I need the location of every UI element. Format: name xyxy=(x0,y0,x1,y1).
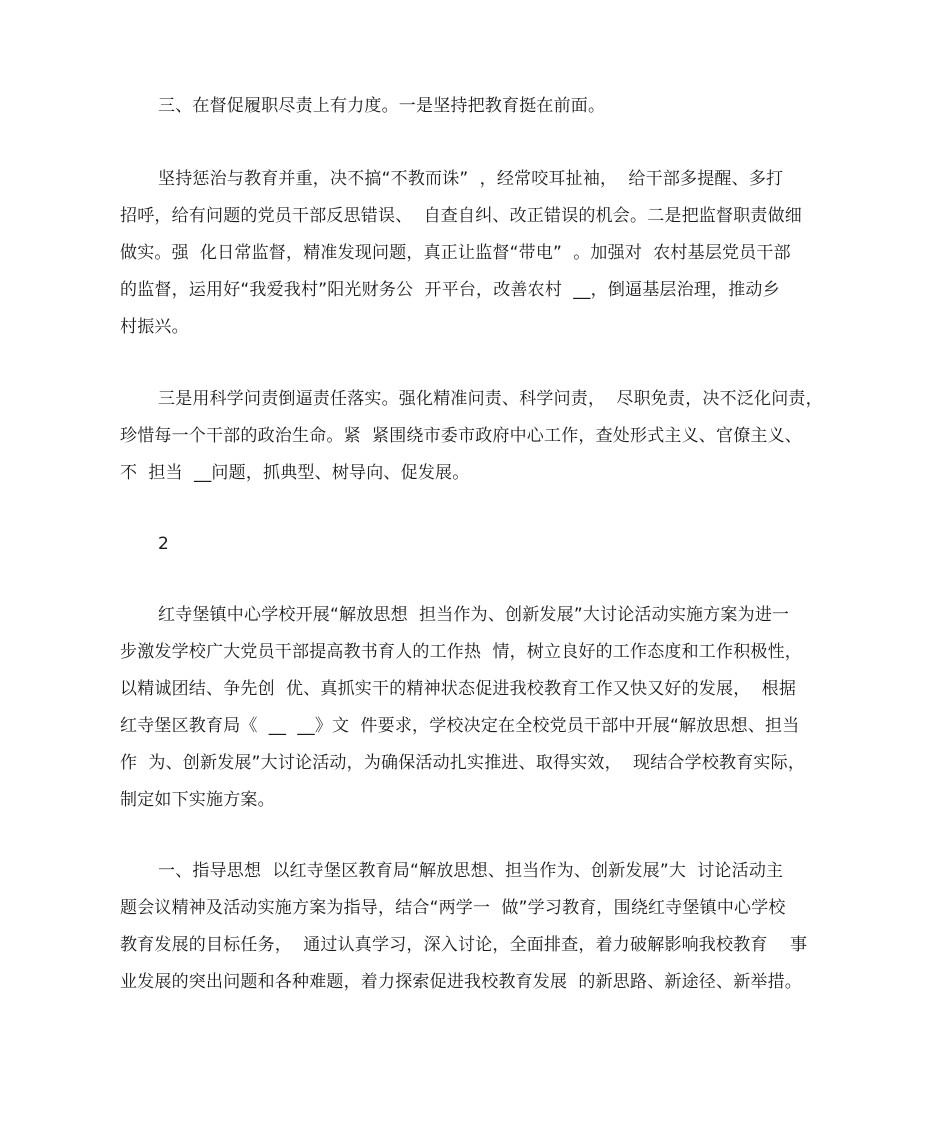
paragraph-4-line-1: 一、指导思想 以红寺堡区教育局“解放思想、担当作为、创新发展”大 讨论活动主 xyxy=(158,861,784,881)
section-heading: 三、在督促履职尽责上有力度。一是坚持把教育挺在前面。 xyxy=(158,96,606,116)
paragraph-3-line-2: 步激发学校广大党员干部提高教书育人的工作热 情，树立良好的工作态度和工作积极性， xyxy=(120,642,803,662)
paragraph-4-line-3: 教育发展的目标任务， 通过认真学习，深入讨论，全面排查，着力破解影响我校教育 事 xyxy=(120,935,808,955)
paragraph-3-line-1: 红寺堡镇中心学校开展“解放思想 担当作为、创新发展”大讨论活动实施方案为进一 xyxy=(158,605,790,625)
paragraph-4-line-4: 业发展的突出问题和各种难题，着力探索促进我校教育发展 的新思路、新途径、新举措。 xyxy=(120,972,803,992)
paragraph-1-line-5: 村振兴。 xyxy=(120,317,189,337)
paragraph-2-line-2: 珍惜每一个干部的政治生命。紧 紧围绕市委市政府中心工作，查处形式主义、官僚主义、 xyxy=(120,426,803,446)
paragraph-1-line-1: 坚持惩治与教育并重，决不搞“不教而诛” ，经常咬耳扯袖， 给干部多提醒、多打 xyxy=(158,169,784,189)
paragraph-2-line-3: 不 担当 __问题，抓典型、树导向、促发展。 xyxy=(120,463,470,483)
paragraph-1-line-3: 做实。强 化日常监督，精准发现问题，真正让监督“带电” 。加强对 农村基层党员干部 xyxy=(120,243,791,263)
paragraph-3-line-4: 红寺堡区教育局《 __ __》文 件要求，学校决定在全校党员干部中开展“解放思想、担当 xyxy=(120,716,800,736)
paragraph-1-line-4: 的监督，运用好“我爱我村”阳光财务公 开平台，改善农村 __，倒逼基层治理，推动乡 xyxy=(120,280,780,300)
paragraph-3-line-5: 作 为、创新发展”大讨论活动，为确保活动扎实推进、取得实效， 现结合学校教育实际， xyxy=(120,753,806,773)
paragraph-1-line-2: 招呼，给有问题的党员干部反思错误、 自查自纠、改正错误的机会。二是把监督职责做细 xyxy=(120,206,803,226)
paragraph-3-line-3: 以精诚团结、争先创 优、真抓实干的精神状态促进我校教育工作又快又好的发展， 根据 xyxy=(120,679,797,699)
paragraph-4-line-2: 题会议精神及活动实施方案为指导，结合“两学一 做”学习教育，围绕红寺堡镇中心学校 xyxy=(120,898,786,918)
paragraph-3-line-6: 制定如下实施方案。 xyxy=(120,790,275,810)
page-number: 2 xyxy=(158,534,170,554)
paragraph-2-line-1: 三是用科学问责倒逼责任落实。强化精准问责、科学问责， 尽职免责，决不泛化问责， xyxy=(158,389,823,409)
